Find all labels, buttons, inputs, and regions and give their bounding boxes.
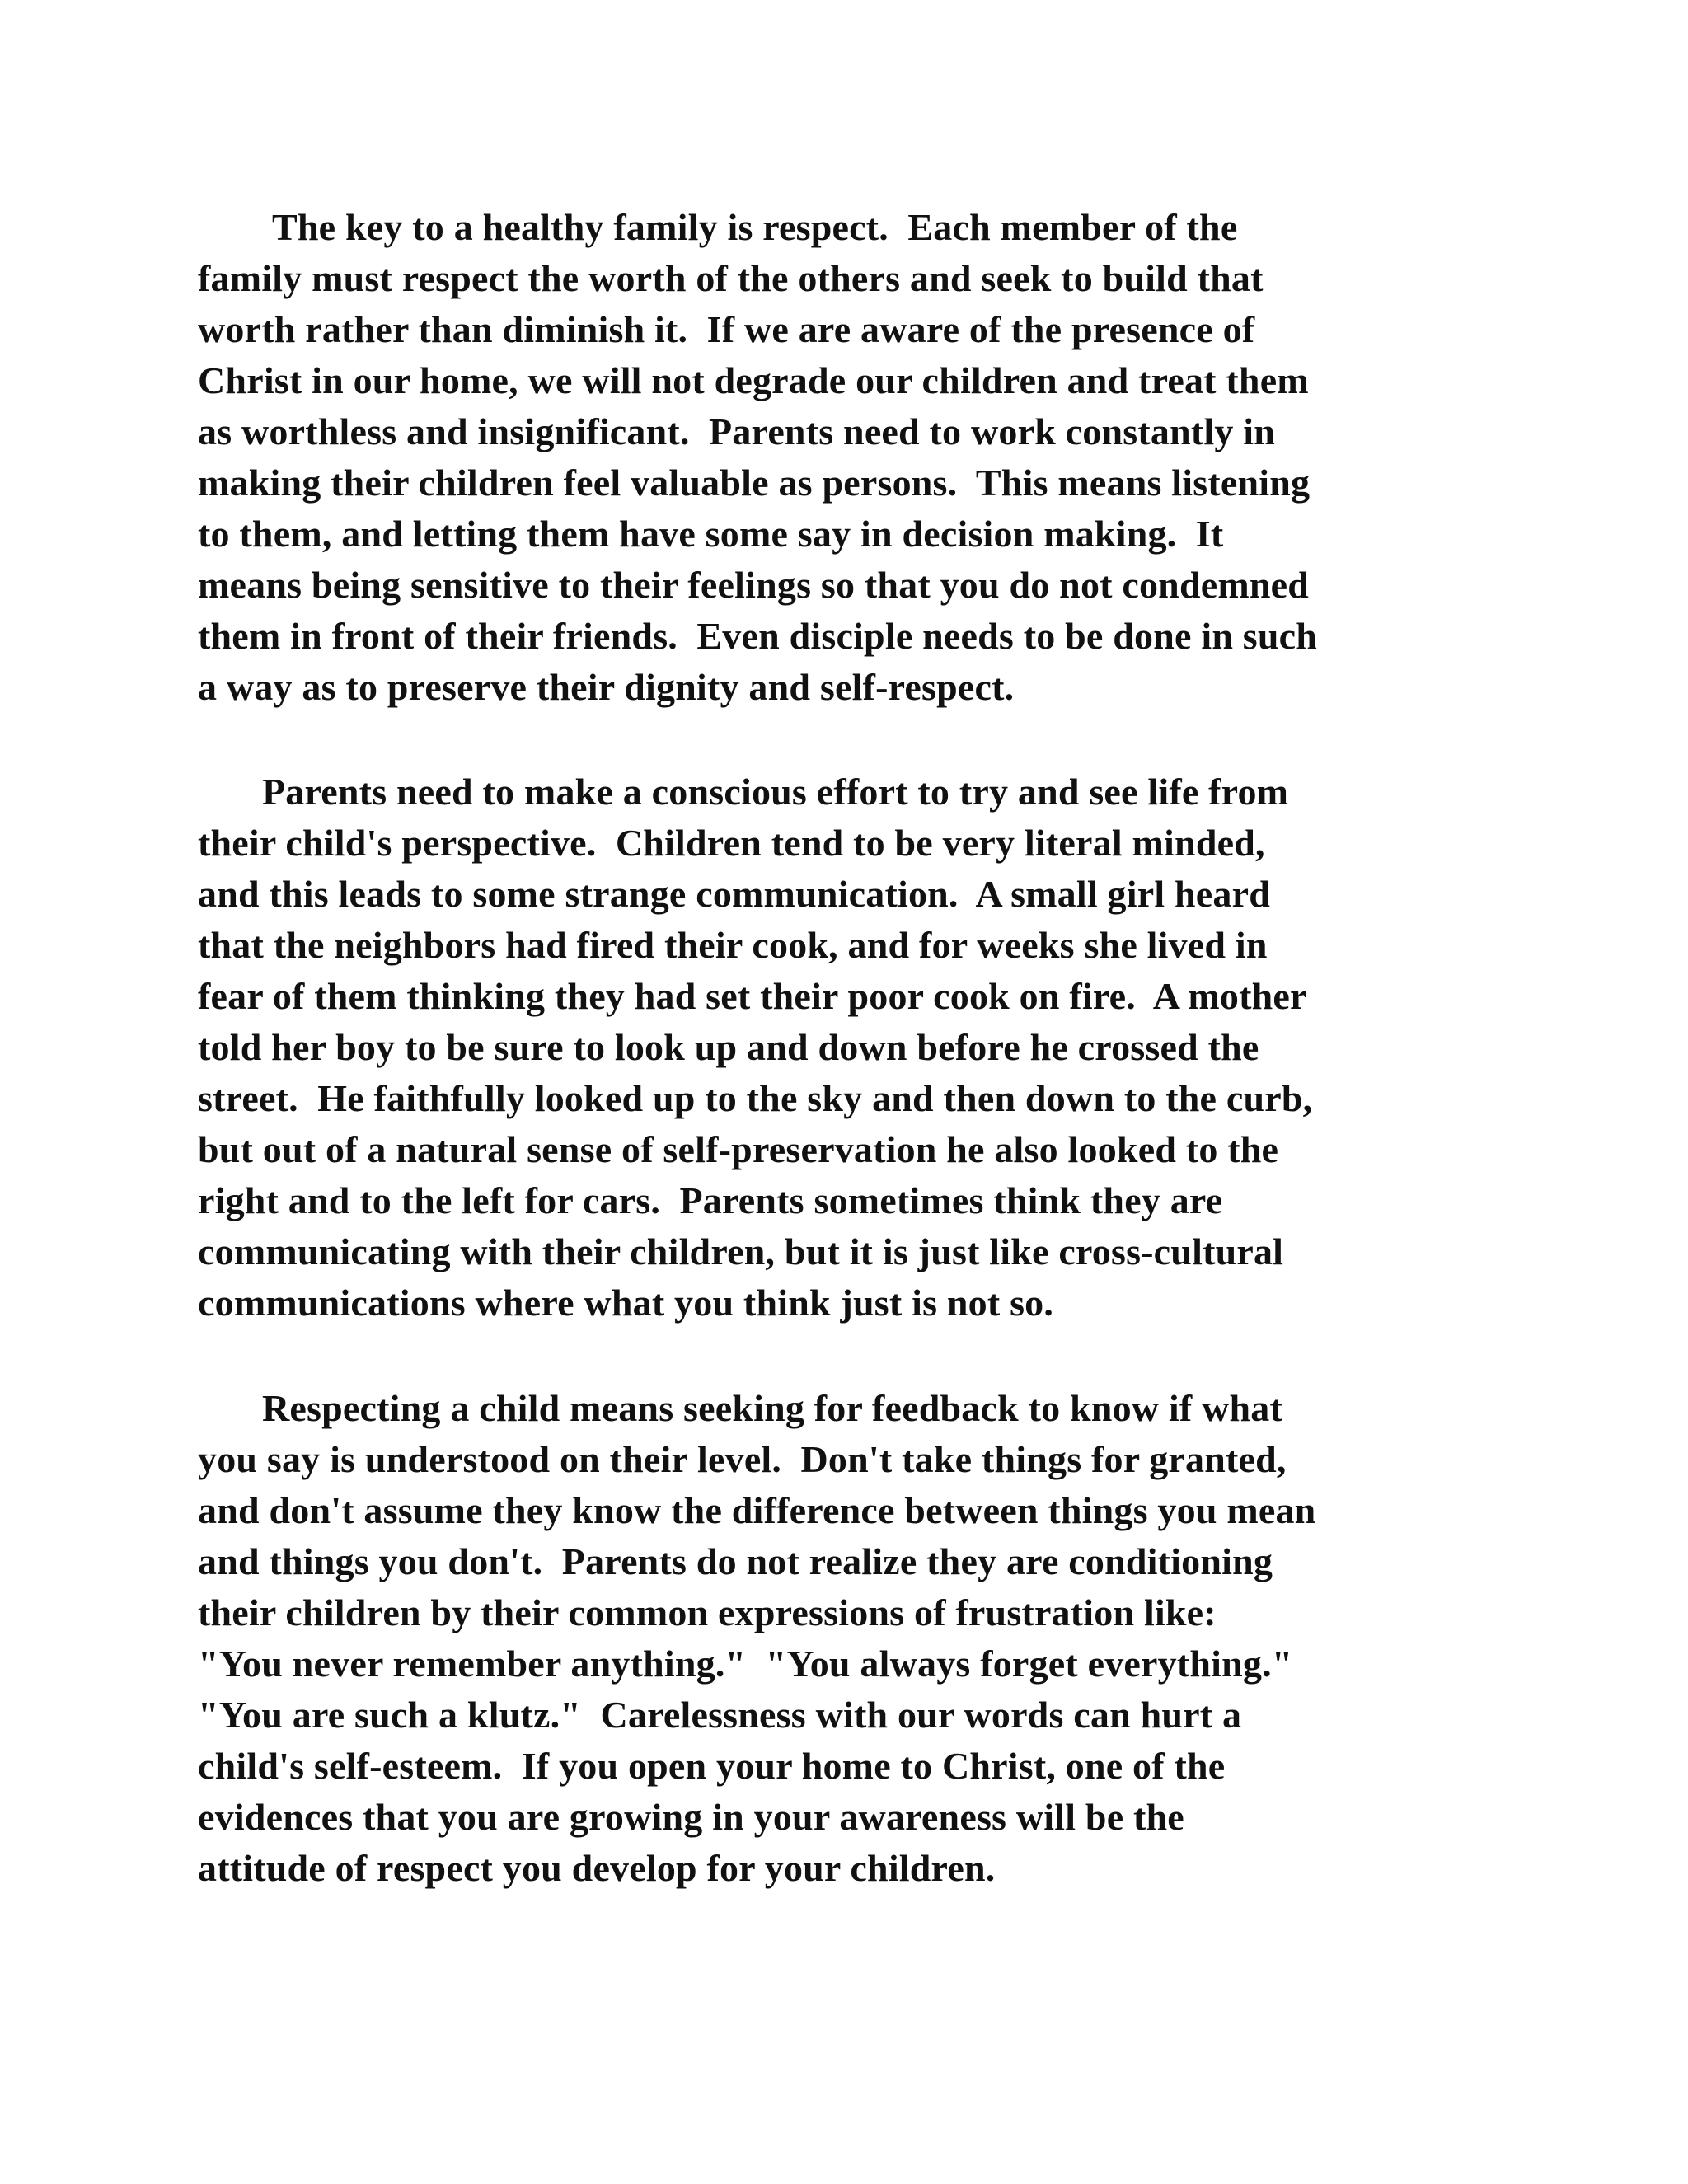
paragraph-line: their child's perspective. Children tend to be very literal minded, [198,822,1265,864]
paragraph-line: right and to the left for cars. Parents sometimes think they are [198,1179,1223,1221]
paragraph-line: fear of them thinking they had set their poor cook on fire. A mother [198,975,1307,1017]
paragraph-line: told her boy to be sure to look up and down before he crossed the [198,1026,1259,1068]
paragraph-line: Respecting a child means seeking for feedback to know if what [262,1387,1283,1429]
paragraph-line: evidences that you are growing in your awareness will be the [198,1796,1184,1838]
paragraph-line: their children by their common expressions of frustration like: [198,1591,1217,1633]
paragraph-line: worth rather than diminish it. If we are aware of the presence of [198,308,1255,350]
paragraph-line: but out of a natural sense of self-preservation he also looked to the [198,1128,1279,1170]
paragraph-line: "You are such a klutz." Carelessness with our words can hurt a [198,1694,1242,1736]
paragraph-line: means being sensitive to their feelings so that you do not condemned [198,564,1310,606]
paragraph-line: and things you don't. Parents do not realize they are conditioning [198,1540,1273,1582]
paragraph-line: communications where what you think just is not so. [198,1282,1054,1324]
paragraph-1 [198,202,1599,713]
paragraph-line: family must respect the worth of the others and seek to build that [198,257,1264,299]
paragraph-line: that the neighbors had fired their cook, and for weeks she lived in [198,924,1268,966]
paragraph-line: a way as to preserve their dignity and self-respect. [198,666,1015,708]
paragraph-line: attitude of respect you develop for your children. [198,1847,996,1889]
paragraph-line: Parents need to make a conscious effort to try and see life from [262,771,1289,813]
paragraph-line: street. He faithfully looked up to the sky and then down to the curb, [198,1077,1313,1119]
paragraph-line: "You never remember anything." "You always forget everything." [198,1643,1293,1685]
paragraph-line: communicating with their children, but it is just like cross-cultural [198,1230,1284,1272]
paragraph-2 [198,766,1599,1329]
paragraph-line: you say is understood on their level. Don't take things for granted, [198,1438,1287,1480]
paragraph-line: them in front of their friends. Even disciple needs to be done in such [198,615,1318,657]
paragraph-line: making their children feel valuable as persons. This means listening [198,462,1311,504]
paragraph-line: as worthless and insignificant. Parents need to work constantly in [198,410,1276,452]
paragraph-line: The key to a healthy family is respect. Each member of the [272,206,1238,248]
paragraph-line: child's self-esteem. If you open your home to Christ, one of the [198,1745,1226,1787]
paragraph-line: and don't assume they know the difference between things you mean [198,1489,1316,1531]
paragraph-3 [198,1383,1599,1894]
paragraph-line: and this leads to some strange communication. A small girl heard [198,873,1271,915]
paragraph-line: Christ in our home, we will not degrade our children and treat them [198,359,1309,401]
paragraph-line: to them, and letting them have some say in decision making. It [198,513,1224,555]
